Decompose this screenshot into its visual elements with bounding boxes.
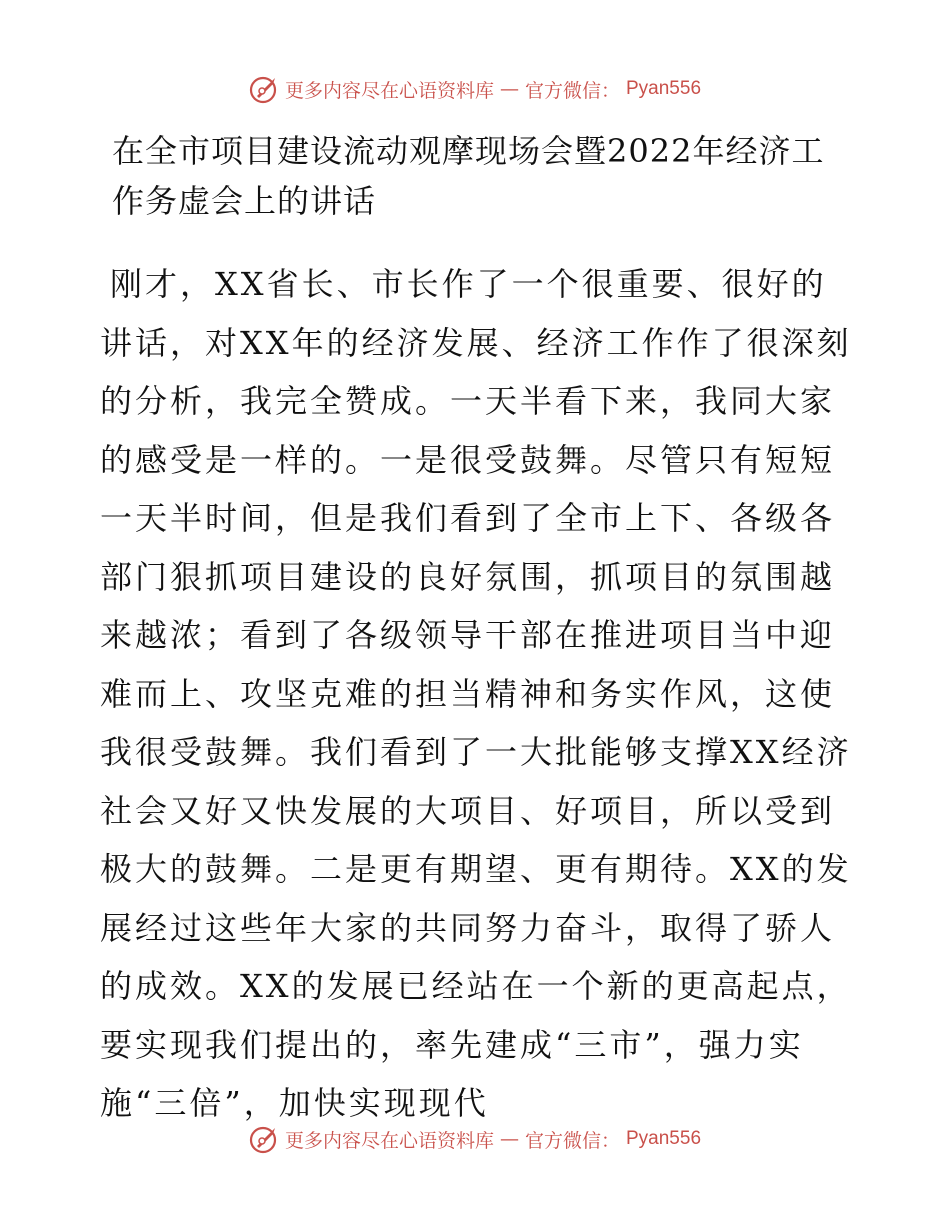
banner-handle: Pyan556 (626, 78, 702, 99)
document-body (100, 255, 860, 1133)
banner-dash: — (499, 1128, 519, 1150)
body-paragraph: 刚才，XX省长、市长作了一个很重要、很好的讲话，对XX年的经济发展、经济工作作了很深刻的分析，我完全赞成。一天半看下来，我同大家的感受是一样的。一是很受鼓舞。尽管只有短短一天半时间，但是我们看到了全市上下、各级各部门狠抓项目建设的良好氛围，抓项目的氛围越来越浓；看到了各级领导干部在推进项目当中迎难而上、攻坚克难的担当精神和务实作风，这使我很受鼓舞。我们看到了一大批能够支撑XX经济社会又好又快发展的大项目、好项目，所以受到极大的鼓舞。二是更有期望、更有期待。XX的发展经过这些年大家的共同努力奋斗，取得了骄人的成效。XX的发展已经站在一个新的更高起点，要实现我们提出的，率先建成“三市”，强力实施“三倍”，加快实现现代 (100, 265, 852, 1122)
banner-text: 更多内容尽在心语资料库 (284, 79, 494, 102)
banner-official: 官方微信： (524, 79, 620, 102)
banner-handle: Pyan556 (626, 1128, 702, 1149)
watermark-banner-bottom (0, 1124, 950, 1154)
document-title: 在全市项目建设流动观摩现场会暨2022年经济工作务虚会上的讲话 (112, 132, 825, 220)
banner-dash: — (499, 78, 519, 100)
watermark-banner-top (0, 74, 950, 104)
pen-logo-icon (249, 1124, 279, 1154)
banner-official: 官方微信： (524, 1129, 620, 1152)
pen-logo-icon (249, 74, 279, 104)
banner-text: 更多内容尽在心语资料库 (284, 1129, 494, 1152)
